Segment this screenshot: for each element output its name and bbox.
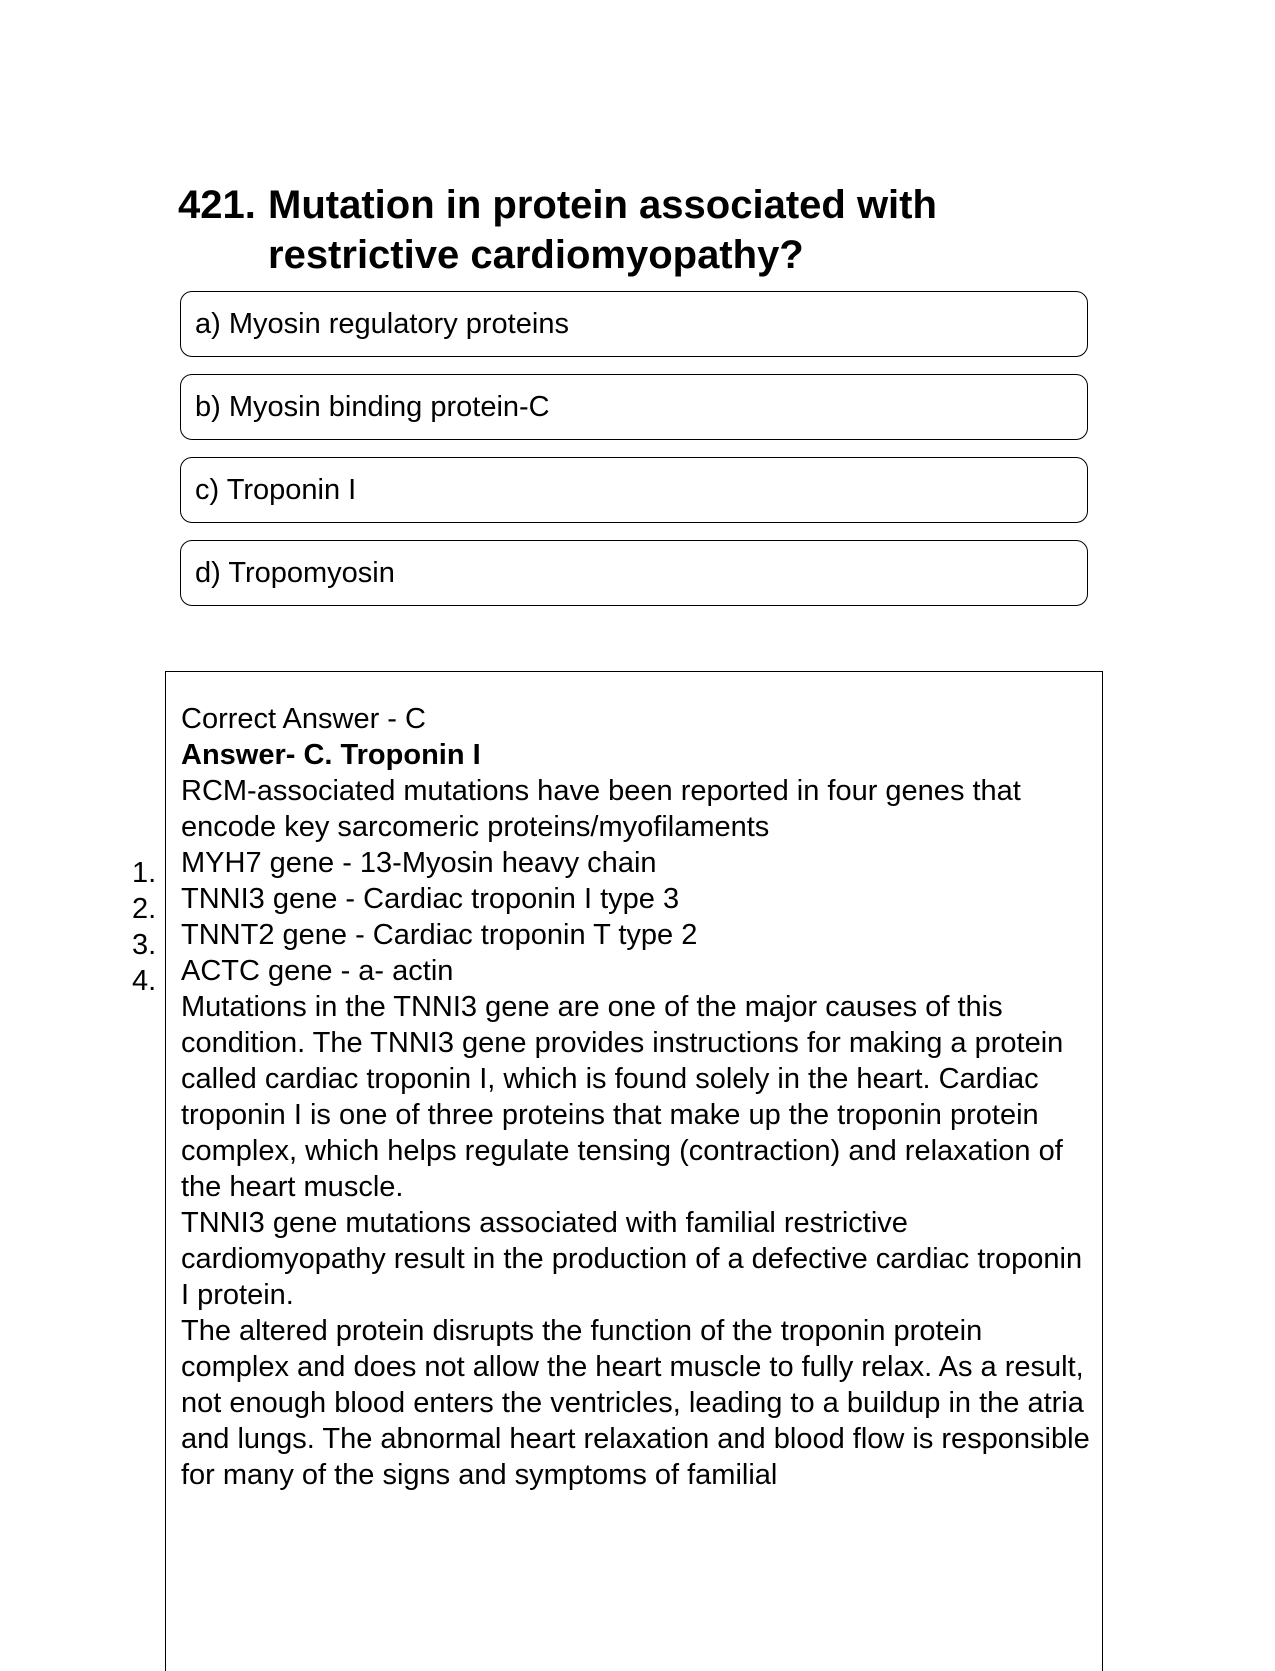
list-item: MYH7 gene - 13-Myosin heavy chain: [181, 847, 657, 879]
answer-intro: RCM-associated mutations have been reported in four genes that encode key sarcomeric proteins/myofilaments: [181, 775, 1021, 843]
list-number: 4.: [132, 965, 157, 997]
answer-heading: Answer- C. Troponin I: [181, 739, 481, 771]
list-number: 2.: [132, 893, 157, 925]
list-number: 3.: [132, 929, 157, 961]
question-number: 421.: [178, 183, 256, 227]
correct-answer-line: Correct Answer - C: [181, 703, 426, 735]
question-text: Mutation in protein associated with restrictive cardiomyopathy?: [268, 183, 937, 277]
list-number: 1.: [132, 857, 157, 889]
option-c[interactable]: c) Troponin I: [180, 457, 1088, 523]
explanation-paragraph: The altered protein disrupts the function of the troponin protein complex and does not allow the heart muscle to fully relax. As a result, not enough blood enters the ventricles, leading to a buildup in the atria and lungs. The abnormal heart relaxation and blood flow is responsible for many of the signs and symptoms of familial: [181, 1315, 1090, 1491]
option-d[interactable]: d) Tropomyosin: [180, 540, 1088, 606]
list-item: ACTC gene - a- actin: [181, 955, 454, 987]
list-item: TNNI3 gene - Cardiac troponin I type 3: [181, 883, 680, 915]
explanation-paragraph: Mutations in the TNNI3 gene are one of the major causes of this condition. The TNNI3 gene provides instructions for making a protein called cardiac troponin I, which is found solely in the heart. Cardiac troponin I is one of three proteins that make up the troponin protein complex, which helps regulate tensing (contraction) and relaxation of the heart muscle.: [181, 991, 1064, 1203]
option-a[interactable]: a) Myosin regulatory proteins: [180, 291, 1088, 357]
option-b[interactable]: b) Myosin binding protein-C: [180, 374, 1088, 440]
answer-explanation: [181, 701, 1091, 1493]
explanation-paragraph: TNNI3 gene mutations associated with familial restrictive cardiomyopathy result in the production of a defective cardiac troponin I protein.: [181, 1207, 1083, 1311]
list-item: TNNT2 gene - Cardiac troponin T type 2: [181, 919, 698, 951]
list-number-column: [132, 855, 165, 1005]
